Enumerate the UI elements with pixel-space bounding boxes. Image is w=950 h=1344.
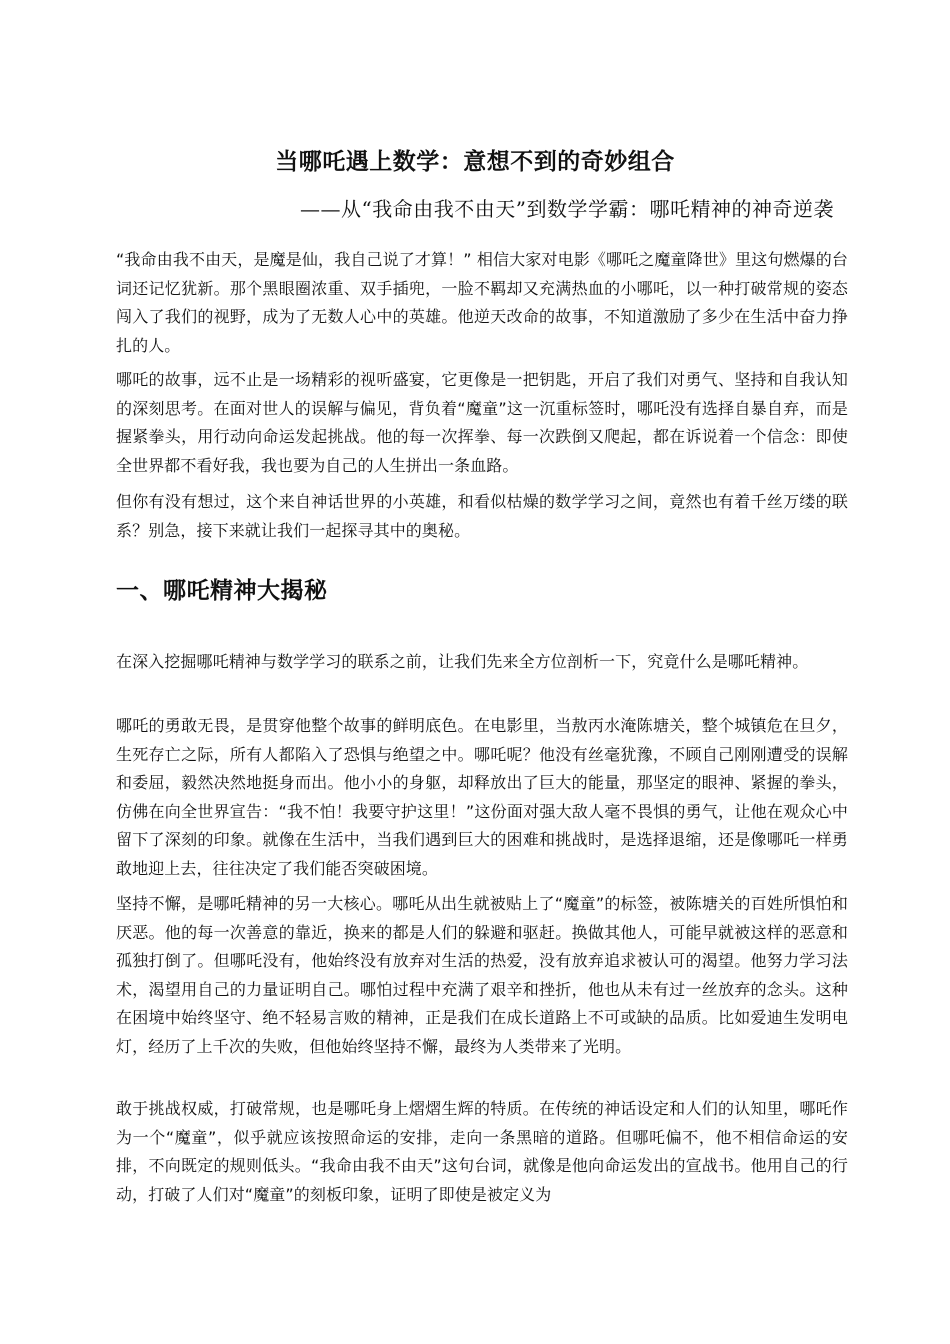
section-heading: 一、哪吒精神大揭秘: [116, 578, 328, 604]
document-subtitle: ——从“我命由我不由天”到数学学霸：哪吒精神的神奇逆袭: [300, 197, 834, 221]
intro-paragraph-1: “我命由我不由天，是魔是仙，我自己说了才算！” 相信大家对电影《哪吒之魔童降世》里这句燃爆的台词还记忆犹新。那个黑眼圈浓重、双手插兜，一脸不羁却又充满热血的小哪吒，以一种打破常规的姿态闯入了我们的视野，成为了无数人心中的英雄。他逆天改命的故事，不知道激励了多少在生活中奋力挣扎的人。: [116, 250, 848, 355]
intro-paragraph-3: 但你有没有想过，这个来自神话世界的小英雄，和看似枯燥的数学学习之间，竟然也有着千丝万缕的联系？别急，接下来就让我们一起探寻其中的奥秘。: [116, 492, 848, 540]
section-paragraph-1: 在深入挖掘哪吒精神与数学学习的联系之前，让我们先来全方位剖析一下，究竟什么是哪吒精神。: [116, 652, 809, 671]
section-paragraph-4: 敢于挑战权威，打破常规，也是哪吒身上熠熠生辉的特质。在传统的神话设定和人们的认知里，哪吒作为一个“魔童”，似乎就应该按照命运的安排，走向一条黑暗的道路。但哪吒偏不，他不相信命运的安排，不向既定的规则低头。“我命由我不由天”这句台词，就像是他向命运发出的宣战书。他用自己的行动，打破了人们对“魔童”的刻板印象，证明了即使是被定义为: [116, 1099, 848, 1204]
intro-paragraph-2: 哪吒的故事，远不止是一场精彩的视听盛宴，它更像是一把钥匙，开启了我们对勇气、坚持和自我认知的深刻思考。在面对世人的误解与偏见，背负着“魔童”这一沉重标签时，哪吒没有选择自暴自弃，而是握紧拳头，用行动向命运发起挑战。他的每一次挥拳、每一次跌倒又爬起，都在诉说着一个信念：即使全世界都不看好我，我也要为自己的人生拼出一条血路。: [116, 370, 848, 475]
document-title: 当哪吒遇上数学：意想不到的奇妙组合: [275, 149, 675, 175]
section-paragraph-3: 坚持不懈，是哪吒精神的另一大核心。哪吒从出生就被贴上了“魔童”的标签，被陈塘关的百姓所惧怕和厌恶。他的每一次善意的靠近，换来的都是人们的躲避和驱赶。换做其他人，可能早就被这样的恶意和孤独打倒了。但哪吒没有，他始终没有放弃对生活的热爱，没有放弃追求被认可的渴望。他努力学习法术，渴望用自己的力量证明自己。哪怕过程中充满了艰辛和挫折，他也从未有过一丝放弃的念头。这种在困境中始终坚守、绝不轻易言败的精神，正是我们在成长道路上不可或缺的品质。比如爱迪生发明电灯，经历了上千次的失败，但他始终坚持不懈，最终为人类带来了光明。: [116, 894, 848, 1056]
section-paragraph-2: 哪吒的勇敢无畏，是贯穿他整个故事的鲜明底色。在电影里，当敖丙水淹陈塘关，整个城镇危在旦夕，生死存亡之际，所有人都陷入了恐惧与绝望之中。哪吒呢？他没有丝毫犹豫，不顾自己刚刚遭受的误解和委屈，毅然决然地挺身而出。他小小的身躯，却释放出了巨大的能量，那坚定的眼神、紧握的拳头，仿佛在向全世界宣告：“我不怕！我要守护这里！”这份面对强大敌人毫不畏惧的勇气，让他在观众心中留下了深刻的印象。就像在生活中，当我们遇到巨大的困难和挑战时，是选择退缩，还是像哪吒一样勇敢地迎上去，往往决定了我们能否突破困境。: [116, 716, 848, 878]
